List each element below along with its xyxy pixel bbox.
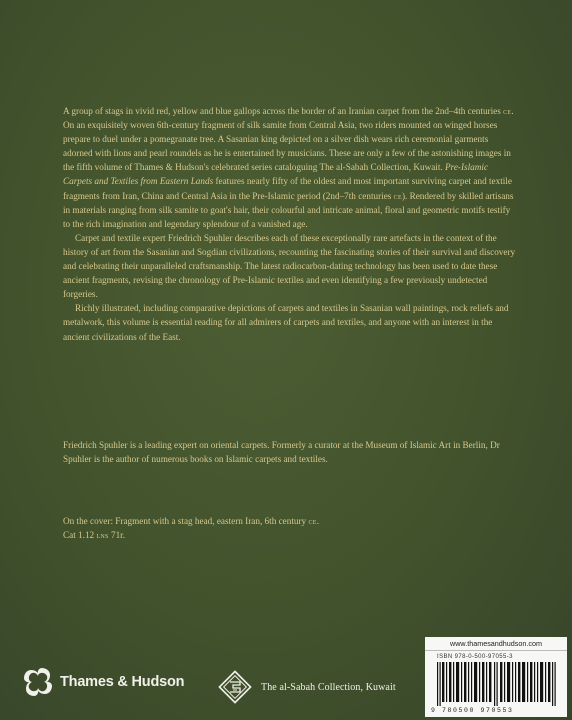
al-sabah-emblem-icon [218, 670, 252, 704]
publisher-logo [22, 666, 184, 698]
thames-hudson-logo-icon [22, 666, 54, 698]
collection-logo [218, 670, 396, 704]
barcode-digits: 9 780500 970553 [431, 707, 514, 714]
book-title: Pre-Islamic Carpets and Textiles from Eastern Lands [63, 162, 489, 187]
blurb-text [63, 104, 518, 344]
collection-name: The al-Sabah Collection, Kuwait [261, 681, 396, 693]
barcode-panel [425, 637, 567, 717]
publisher-url: www.thamesandhudson.com [425, 637, 567, 651]
blurb-paragraph-3: Richly illustrated, including comparative depictions of carpets and textiles in Sasanian wall paintings, rock reliefs and metalwork, this volume is essential reading for all admirers of carpets and textiles, and anyone with an interest in the ancient civilizations of the East. [63, 303, 509, 342]
blurb-paragraph-2: Carpet and textile expert Friedrich Spuhler describes each of these exceptionally rare artefacts in the context of the history of art from the Sasanian and Sogdian civilizations, recounting the fascinating stories of their survival and discovery and celebrating their unparalleled craftsmanship. The latest radiocarbon-dating technology has been used to date these ancient fragments, revising the chronology of Pre-Islamic textiles and even identifying a few previously undetected forgeries. [63, 232, 516, 300]
cover-credit-line-2: Cat 1.12 lns 71r. [63, 530, 126, 541]
cover-credit-line-1: On the cover: Fragment with a stag head, eastern Iran, 6th century ce. [63, 516, 320, 526]
barcode-icon [433, 662, 559, 706]
author-bio-text: Friedrich Spuhler is a leading expert on oriental carpets. Formerly a curator at the Museum of Islamic Art in Berlin, Dr Spuhler is the author of numerous books on Islamic carpets and textiles. [63, 440, 500, 465]
isbn-text: ISBN 978-0-500-97055-3 [437, 654, 513, 660]
publisher-name: Thames & Hudson [60, 674, 185, 690]
blurb-paragraph-1: A group of stags in vivid red, yellow and blue gallops across the border of an Iranian carpet from the 2nd–4th centuries ce. On an exquisitely woven 6th-century fragment of silk samite from Central Asia, two riders mounted on winged horses prepare to duel under a pomegranate tree. A Sasanian king depicted on a silver dish wears rich ceremonial garments adorned with lions and pearl roundels as he is entertained by musicians. These are only a few of the astonishing images in the fifth volume of Thames & Hudson's celebrated series cataloguing The al-Sabah Collection, Kuwait. Pre-Islamic Carpets and Textiles from Eastern Lands features nearly fifty of the oldest and most important surviving carpet and textile fragments from Iran, China and Central Asia in the Pre-Islamic period (2nd–7th centuries ce). Rendered by skilled artisans in materials ranging from silk samite to goat's hair, their colourful and intricate animal, floral and geometric motifs testify to the rich imagination and legendary splendour of a vanished age. [63, 106, 514, 229]
author-bio [63, 438, 518, 466]
cover-credit [63, 514, 518, 542]
